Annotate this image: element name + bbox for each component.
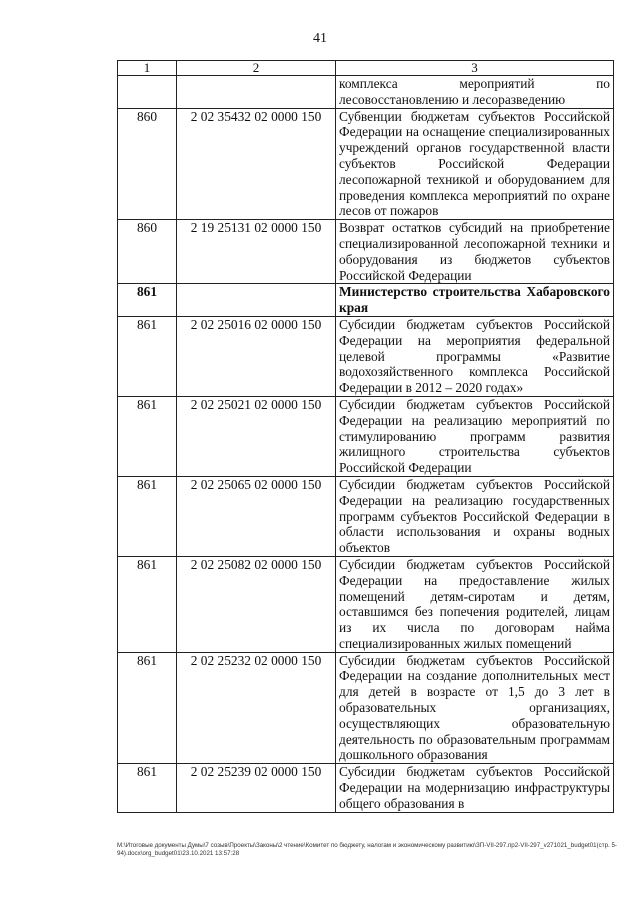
budget-code-cell: 2 19 25131 02 0000 150 bbox=[177, 220, 336, 284]
budget-code-cell: 2 02 25021 02 0000 150 bbox=[177, 396, 336, 476]
budget-code-cell: 2 02 25232 02 0000 150 bbox=[177, 652, 336, 764]
table-row bbox=[118, 220, 614, 284]
budget-code-cell: 2 02 25016 02 0000 150 bbox=[177, 316, 336, 396]
column-header-2: 2 bbox=[177, 61, 336, 76]
description-cell: Субсидии бюджетам субъектов Российской Федерации на реализацию мероприятий по стимулированию программ развития жилищного строительства субъектов Российской Федерации bbox=[336, 396, 614, 476]
budget-code-cell bbox=[177, 284, 336, 317]
table-row bbox=[118, 476, 614, 556]
admin-code-cell: 860 bbox=[118, 220, 177, 284]
admin-code-cell: 861 bbox=[118, 284, 177, 317]
admin-code-cell: 861 bbox=[118, 652, 177, 764]
file-path-footer: M:\Итоговые документы Думы\7 созыв\Проекты\Законы\2 чтение\Комитет по бюджету, налогам и экономическому развитию\ЗП-VII-297.пр2-VII-297_v271021_budget01(стр. 5-94).docx\org_budget01\23.10.2021 13:57:28 bbox=[117, 842, 617, 857]
description-cell: комплекса мероприятий по лесовосстановлению и лесоразведению bbox=[336, 76, 614, 109]
description-cell: Субсидии бюджетам субъектов Российской Федерации на предоставление жилых помещений детям-сиротам и детям, оставшимся без попечения родителей, лицам из их числа по договорам найма специализированных жилых помещений bbox=[336, 556, 614, 652]
table-row bbox=[118, 764, 614, 812]
table-header-row bbox=[118, 61, 614, 76]
description-cell: Возврат остатков субсидий на приобретение специализированной лесопожарной техники и оборудования из бюджетов субъектов Российской Федерации bbox=[336, 220, 614, 284]
table-row bbox=[118, 76, 614, 109]
admin-code-cell bbox=[118, 76, 177, 109]
description-cell: Субвенции бюджетам субъектов Российской Федерации на оснащение специализированных учреждений органов государственной власти субъектов Российской Федерации лесопожарной техникой и оборудованием для проведения комплекса мероприятий по охране лесов от пожаров bbox=[336, 108, 614, 220]
description-cell: Субсидии бюджетам субъектов Российской Федерации на создание дополнительных мест для детей в возрасте от 1,5 до 3 лет в образовательных организациях, осуществляющих образовательную деятельность по образовательным программам дошкольного образования bbox=[336, 652, 614, 764]
admin-code-cell: 861 bbox=[118, 476, 177, 556]
table-row bbox=[118, 108, 614, 220]
column-header-1: 1 bbox=[118, 61, 177, 76]
budget-code-cell: 2 02 35432 02 0000 150 bbox=[177, 108, 336, 220]
admin-code-cell: 861 bbox=[118, 316, 177, 396]
budget-table bbox=[117, 60, 614, 813]
description-cell: Субсидии бюджетам субъектов Российской Федерации на мероприятия федеральной целевой программы «Развитие водохозяйственного комплекса Российской Федерации в 2012 – 2020 годах» bbox=[336, 316, 614, 396]
table-row bbox=[118, 652, 614, 764]
description-cell: Министерство строительства Хабаровского края bbox=[336, 284, 614, 317]
admin-code-cell: 860 bbox=[118, 108, 177, 220]
admin-code-cell: 861 bbox=[118, 396, 177, 476]
budget-code-cell: 2 02 25065 02 0000 150 bbox=[177, 476, 336, 556]
admin-code-cell: 861 bbox=[118, 556, 177, 652]
description-cell: Субсидии бюджетам субъектов Российской Федерации на модернизацию инфраструктуры общего образования в bbox=[336, 764, 614, 812]
table-row bbox=[118, 284, 614, 317]
budget-code-cell bbox=[177, 76, 336, 109]
table-row bbox=[118, 396, 614, 476]
table-row bbox=[118, 316, 614, 396]
table-row bbox=[118, 556, 614, 652]
budget-code-cell: 2 02 25239 02 0000 150 bbox=[177, 764, 336, 812]
page-number: 41 bbox=[313, 31, 327, 46]
description-cell: Субсидии бюджетам субъектов Российской Федерации на реализацию государственных программ субъектов Российской Федерации в области использования и охраны водных объектов bbox=[336, 476, 614, 556]
budget-code-cell: 2 02 25082 02 0000 150 bbox=[177, 556, 336, 652]
column-header-3: 3 bbox=[336, 61, 614, 76]
admin-code-cell: 861 bbox=[118, 764, 177, 812]
